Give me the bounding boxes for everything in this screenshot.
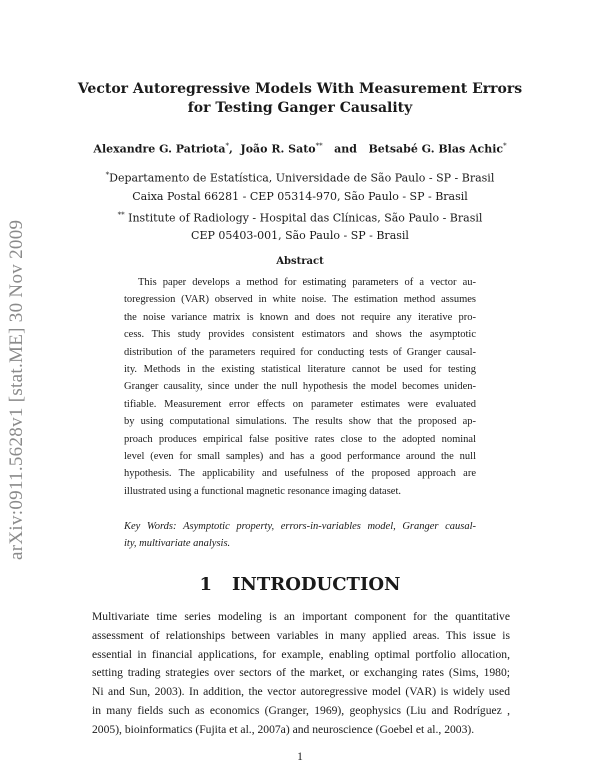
abstract-line: This paper develops a method for estimating parameters of a vector au- <box>138 277 476 288</box>
keywords-line <box>124 518 476 535</box>
abstract-line: level (even for small samples) and has a good performance around the null <box>124 451 476 463</box>
abstract-line: illustrated using a functional magnetic resonance imaging dataset. <box>124 485 401 497</box>
author-mark: ** <box>315 142 323 150</box>
abstract-line: tifiable. Measurement error effects on parameter estimates were evaluated <box>124 398 476 410</box>
introduction-body <box>92 608 510 740</box>
body-line: in many fields such as economics (Granger, 1969), geophysics (Liu and Rodríguez , <box>92 703 510 717</box>
abstract-heading: Abstract <box>276 256 324 267</box>
body-line: Multivariate time series modeling is an important component for the quantitative <box>92 610 510 623</box>
keywords-label: Key Words: <box>124 521 177 532</box>
affiliation-mark: * <box>105 171 110 179</box>
body-line: Ni and Sun, 2003). In addition, the vector autoregressive model (VAR) is widely used <box>92 685 510 699</box>
author-mark: * <box>225 142 229 150</box>
body-line: assessment of relationships between variables in many applied areas. This issue is <box>92 628 510 642</box>
abstract-line: ity. Methods in the existing statistical literature cannot be used for testing <box>124 364 476 376</box>
author-list <box>60 142 540 156</box>
arxiv-identifier: arXiv:0911.5628v1 [stat.ME] 30 Nov 2009 <box>6 219 27 560</box>
title-line-1: Vector Autoregressive Models With Measurement Errors <box>77 81 523 97</box>
affiliation-line <box>60 227 540 245</box>
keywords-text: ity, multivariate analysis. <box>124 538 231 550</box>
affiliation-text: Institute of Radiology - Hospital das Clínicas, São Paulo - Brasil <box>124 211 483 225</box>
abstract-line: Granger causality, since under the null hypothesis the model becomes uniden- <box>124 381 476 393</box>
paper-title <box>60 80 540 118</box>
page-number: 1 <box>297 751 303 763</box>
body-line: 2005), bioinformatics (Fujita et al., 2007a) and neuroscience (Goebel et al., 2003). <box>92 722 475 736</box>
abstract-line: proach produces empirical false positive rates close to the adopted nominal <box>124 433 476 445</box>
keywords-text: Asymptotic property, errors-in-variables model, Granger causal- <box>183 521 477 532</box>
affiliation-text: CEP 05403-001, São Paulo - SP - Brasil <box>191 229 409 243</box>
abstract-line: hypothesis. The applicability and usefulness of the proposed approach are <box>124 468 476 480</box>
author-separator: , <box>228 142 233 156</box>
author-mark: * <box>503 142 507 150</box>
section-number: 1 <box>199 574 213 595</box>
affiliation-mark: ** <box>117 210 125 219</box>
abstract-body <box>124 274 476 500</box>
abstract-line: distribution of the parameters required for conducting tests of Granger causal- <box>124 346 476 358</box>
affiliation-line <box>60 166 540 188</box>
section-heading <box>60 574 540 595</box>
section-title: INTRODUCTION <box>232 574 401 595</box>
affiliation-text: Caixa Postal 66281 - CEP 05314-970, São Paulo - SP - Brasil <box>132 189 468 203</box>
affiliation-line <box>60 188 540 206</box>
body-line: essential in financial applications, for example, enabling optimal portfolio allocation, <box>92 647 510 661</box>
body-line: setting trading strategies over sectors of the market, or exchanging rates (Sims, 1980; <box>92 666 510 680</box>
title-line-2: for Testing Ganger Causality <box>187 100 413 116</box>
keywords-line <box>124 535 476 552</box>
abstract-line: toregression (VAR) observed in white noise. The estimation method assumes <box>124 294 476 306</box>
abstract-line: the noise variance matrix is known and does not require any iterative pro- <box>124 311 476 323</box>
author-name: Alexandre G. Patriota <box>93 142 226 156</box>
author-name: João R. Sato <box>240 142 316 156</box>
abstract-line: cess. This study provides consistent estimators and shows the asymptotic <box>124 329 476 341</box>
author-separator: and <box>334 142 357 156</box>
affiliations <box>60 166 540 245</box>
affiliation-text: Departamento de Estatística, Universidade de São Paulo - SP - Brasil <box>109 171 495 185</box>
abstract-line: by using computational simulations. The results show that the proposed ap- <box>124 416 476 428</box>
author-name: Betsabé G. Blas Achic <box>368 142 504 156</box>
affiliation-line <box>60 206 540 228</box>
keywords <box>124 518 476 553</box>
